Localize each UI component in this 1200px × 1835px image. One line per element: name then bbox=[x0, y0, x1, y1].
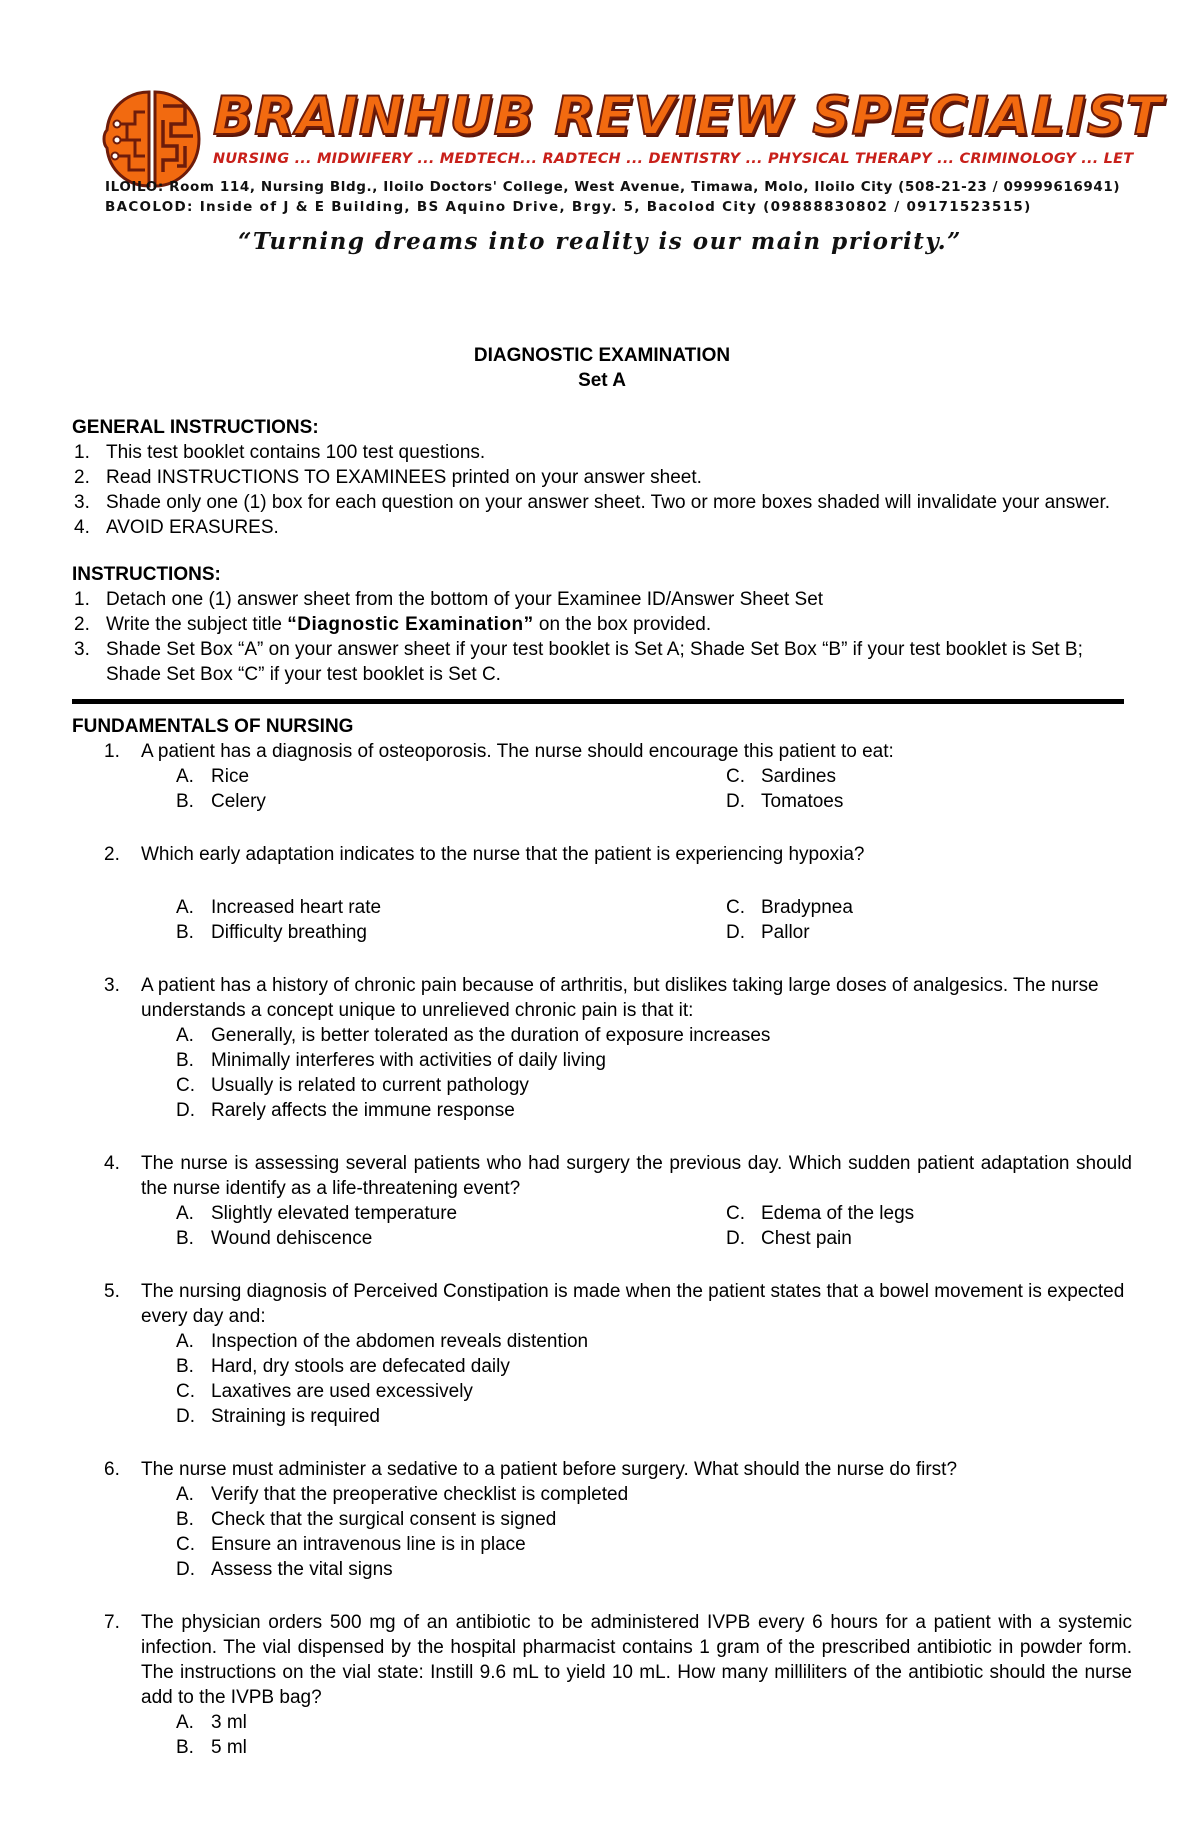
option-text: Check that the surgical consent is signed bbox=[211, 1509, 557, 1530]
list-item bbox=[72, 465, 1132, 490]
item-number: 1. bbox=[74, 442, 90, 463]
question-6 bbox=[72, 1457, 1132, 1482]
option-text: Generally, is better tolerated as the duration of exposure increases bbox=[211, 1025, 771, 1046]
option bbox=[176, 1557, 1132, 1582]
option-text: Verify that the preoperative checklist is completed bbox=[211, 1484, 629, 1505]
list-item bbox=[72, 490, 1132, 515]
option-text: Pallor bbox=[761, 922, 810, 943]
option-letter: D. bbox=[176, 1559, 195, 1580]
motto: “Turning dreams into reality is our main priority.” bbox=[238, 228, 962, 255]
item-text: Shade only one (1) box for each question on your answer sheet. Two or more boxes shaded will invalidate your answer. bbox=[106, 492, 1111, 513]
question-stem: The nursing diagnosis of Perceived Constipation is made when the patient states that a bowel movement is expected every day and: bbox=[141, 1281, 1125, 1327]
item-number: 3. bbox=[74, 639, 90, 660]
option-letter: B. bbox=[176, 922, 194, 943]
option bbox=[176, 1507, 1132, 1532]
option bbox=[176, 1023, 1132, 1048]
option bbox=[726, 764, 1026, 789]
option bbox=[176, 1710, 1132, 1735]
letterhead bbox=[0, 0, 1200, 290]
exam-set: Set A bbox=[578, 370, 626, 391]
option-text: Wound dehiscence bbox=[211, 1228, 373, 1249]
option bbox=[176, 1098, 1132, 1123]
question-stem: A patient has a history of chronic pain because of arthritis, but dislikes taking large doses of analgesics. The nurse understands a concept unique to unrelieved chronic pain is that it: bbox=[141, 975, 1099, 1021]
option bbox=[176, 1735, 1132, 1760]
option bbox=[176, 764, 726, 789]
item-number: 1. bbox=[74, 589, 90, 610]
question-number: 2. bbox=[104, 844, 120, 865]
option-letter: C. bbox=[176, 1381, 195, 1402]
option bbox=[176, 1354, 1132, 1379]
instructions-heading: INSTRUCTIONS: bbox=[72, 564, 221, 585]
list-item bbox=[72, 440, 1132, 465]
option-letter: D. bbox=[176, 1100, 195, 1121]
option-text: 5 ml bbox=[211, 1737, 247, 1758]
question-stem: Which early adaptation indicates to the nurse that the patient is experiencing hypoxia? bbox=[141, 844, 865, 865]
general-instructions-list bbox=[72, 440, 1132, 540]
option bbox=[726, 1201, 1026, 1226]
question-number: 6. bbox=[104, 1459, 120, 1480]
item-number: 2. bbox=[74, 614, 90, 635]
list-item bbox=[72, 587, 1132, 612]
option-letter: D. bbox=[176, 1406, 195, 1427]
question-7 bbox=[72, 1610, 1132, 1710]
option-letter: C. bbox=[726, 1203, 745, 1224]
instructions-list bbox=[72, 587, 1132, 687]
option-text: Hard, dry stools are defecated daily bbox=[211, 1356, 510, 1377]
option-text: Rice bbox=[211, 766, 250, 787]
option bbox=[176, 1048, 1132, 1073]
option-text: Chest pain bbox=[761, 1228, 852, 1249]
option-text: Tomatoes bbox=[761, 791, 844, 812]
brainhub-logo-icon bbox=[97, 84, 207, 194]
option-text: Celery bbox=[211, 791, 266, 812]
item-text-pre: Write the subject title bbox=[106, 614, 288, 635]
option-text: Bradypnea bbox=[761, 897, 853, 918]
address-iloilo: ILOILO: Room 114, Nursing Bldg., Iloilo Doctors' College, West Avenue, Timawa, Molo, Iloilo City (508-21-23 / 09999616941) bbox=[105, 179, 1121, 195]
option-letter: A. bbox=[176, 1331, 194, 1352]
option-text: Difficulty breathing bbox=[211, 922, 367, 943]
general-instructions-heading: GENERAL INSTRUCTIONS: bbox=[72, 417, 319, 438]
subject-title: “Diagnostic Examination” bbox=[287, 614, 534, 635]
option-letter: C. bbox=[176, 1534, 195, 1555]
option-text: Ensure an intravenous line is in place bbox=[211, 1534, 526, 1555]
option-text: Straining is required bbox=[211, 1406, 380, 1427]
option bbox=[176, 1482, 1132, 1507]
question-4 bbox=[72, 1151, 1132, 1201]
list-item bbox=[72, 515, 1132, 540]
options-grid bbox=[176, 895, 1132, 945]
question-number: 5. bbox=[104, 1281, 120, 1302]
option-letter: A. bbox=[176, 766, 194, 787]
question-number: 1. bbox=[104, 741, 120, 762]
option-text: Increased heart rate bbox=[211, 897, 382, 918]
option-text: Inspection of the abdomen reveals distention bbox=[211, 1331, 589, 1352]
option-letter: C. bbox=[726, 766, 745, 787]
item-text: This test booklet contains 100 test questions. bbox=[106, 442, 486, 463]
option-text: Minimally interferes with activities of daily living bbox=[211, 1050, 606, 1071]
option bbox=[176, 1226, 726, 1251]
item-text: AVOID ERASURES. bbox=[106, 517, 279, 538]
list-item bbox=[72, 612, 1132, 637]
list-item bbox=[72, 637, 1132, 687]
section-heading: FUNDAMENTALS OF NURSING bbox=[72, 716, 354, 737]
option-letter: B. bbox=[176, 1737, 194, 1758]
question-1 bbox=[72, 739, 1132, 764]
item-number: 3. bbox=[74, 492, 90, 513]
address-bacolod: BACOLOD: Inside of J & E Building, BS Aquino Drive, Brgy. 5, Bacolod City (09888830802 / 09171523515) bbox=[105, 199, 1032, 215]
item-text: Read INSTRUCTIONS TO EXAMINEES printed on your answer sheet. bbox=[106, 467, 702, 488]
option-letter: B. bbox=[176, 791, 194, 812]
question-number: 4. bbox=[104, 1153, 120, 1174]
option bbox=[176, 895, 726, 920]
option bbox=[176, 789, 726, 814]
options-list bbox=[176, 1482, 1132, 1582]
option-letter: A. bbox=[176, 1712, 194, 1733]
option-letter: B. bbox=[176, 1356, 194, 1377]
options-list bbox=[176, 1710, 1132, 1760]
option bbox=[726, 1226, 1026, 1251]
option-text: Rarely affects the immune response bbox=[211, 1100, 515, 1121]
option bbox=[176, 1404, 1132, 1429]
question-2 bbox=[72, 842, 1132, 867]
option-letter: D. bbox=[726, 1228, 745, 1249]
option-letter: A. bbox=[176, 897, 194, 918]
option bbox=[176, 1379, 1132, 1404]
question-number: 7. bbox=[104, 1612, 120, 1633]
option-text: Laxatives are used excessively bbox=[211, 1381, 473, 1402]
item-number: 4. bbox=[74, 517, 90, 538]
question-stem: The physician orders 500 mg of an antibiotic to be administered IVPB every 6 hours for a patient with a systemic infection. The vial dispensed by the hospital pharmacist contains 1 gram of the prescribed antibiotic in powder form. The instructions on the vial state: Instill 9.6 mL to yield 10 mL. How many milliliters of the antibiotic should the nurse add to the IVPB bag? bbox=[141, 1612, 1132, 1708]
options-grid bbox=[176, 1201, 1132, 1251]
item-text-post: on the box provided. bbox=[533, 614, 712, 635]
option bbox=[176, 1329, 1132, 1354]
option bbox=[176, 1073, 1132, 1098]
option-letter: A. bbox=[176, 1025, 194, 1046]
brand-name: BRAINHUB REVIEW SPECIALIST bbox=[213, 86, 1164, 147]
item-text: Shade Set Box “A” on your answer sheet if your test booklet is Set A; Shade Set Box “B” if your test booklet is Set B; Shade Set Box “C” if your test booklet is Set C. bbox=[106, 639, 1083, 685]
question-5 bbox=[72, 1279, 1132, 1329]
option bbox=[726, 895, 1026, 920]
question-number: 3. bbox=[104, 975, 120, 996]
item-text: Detach one (1) answer sheet from the bottom of your Examinee ID/Answer Sheet Set bbox=[106, 589, 824, 610]
option-letter: D. bbox=[726, 791, 745, 812]
option-letter: B. bbox=[176, 1509, 194, 1530]
option bbox=[726, 920, 1026, 945]
document-body bbox=[72, 343, 1132, 1760]
options-list bbox=[176, 1023, 1132, 1123]
option-text: 3 ml bbox=[211, 1712, 247, 1733]
question-stem: A patient has a diagnosis of osteoporosis. The nurse should encourage this patient to eat: bbox=[141, 741, 894, 762]
option-letter: C. bbox=[176, 1075, 195, 1096]
item-number: 2. bbox=[74, 467, 90, 488]
options-list bbox=[176, 1329, 1132, 1429]
option-letter: A. bbox=[176, 1203, 194, 1224]
question-stem: The nurse is assessing several patients who had surgery the previous day. Which sudden patient adaptation should the nurse identify as a life-threatening event? bbox=[141, 1153, 1132, 1199]
option-letter: C. bbox=[726, 897, 745, 918]
option-text: Sardines bbox=[761, 766, 836, 787]
option-text: Assess the vital signs bbox=[211, 1559, 393, 1580]
option-text: Slightly elevated temperature bbox=[211, 1203, 458, 1224]
option-text: Usually is related to current pathology bbox=[211, 1075, 529, 1096]
option-letter: B. bbox=[176, 1050, 194, 1071]
option-letter: A. bbox=[176, 1484, 194, 1505]
option bbox=[176, 920, 726, 945]
options-grid bbox=[176, 764, 1132, 814]
question-3 bbox=[72, 973, 1132, 1023]
question-stem: The nurse must administer a sedative to a patient before surgery. What should the nurse do first? bbox=[141, 1459, 958, 1480]
option-text: Edema of the legs bbox=[761, 1203, 915, 1224]
option bbox=[726, 789, 1026, 814]
section-divider bbox=[72, 699, 1124, 704]
option bbox=[176, 1532, 1132, 1557]
exam-title: DIAGNOSTIC EXAMINATION bbox=[473, 345, 731, 366]
option-letter: B. bbox=[176, 1228, 194, 1249]
programs-list: NURSING ... MIDWIFERY ... MEDTECH... RADTECH ... DENTISTRY ... PHYSICAL THERAPY ... CRIMINOLOGY ... LET bbox=[213, 151, 1134, 167]
option bbox=[176, 1201, 726, 1226]
option-letter: D. bbox=[726, 922, 745, 943]
